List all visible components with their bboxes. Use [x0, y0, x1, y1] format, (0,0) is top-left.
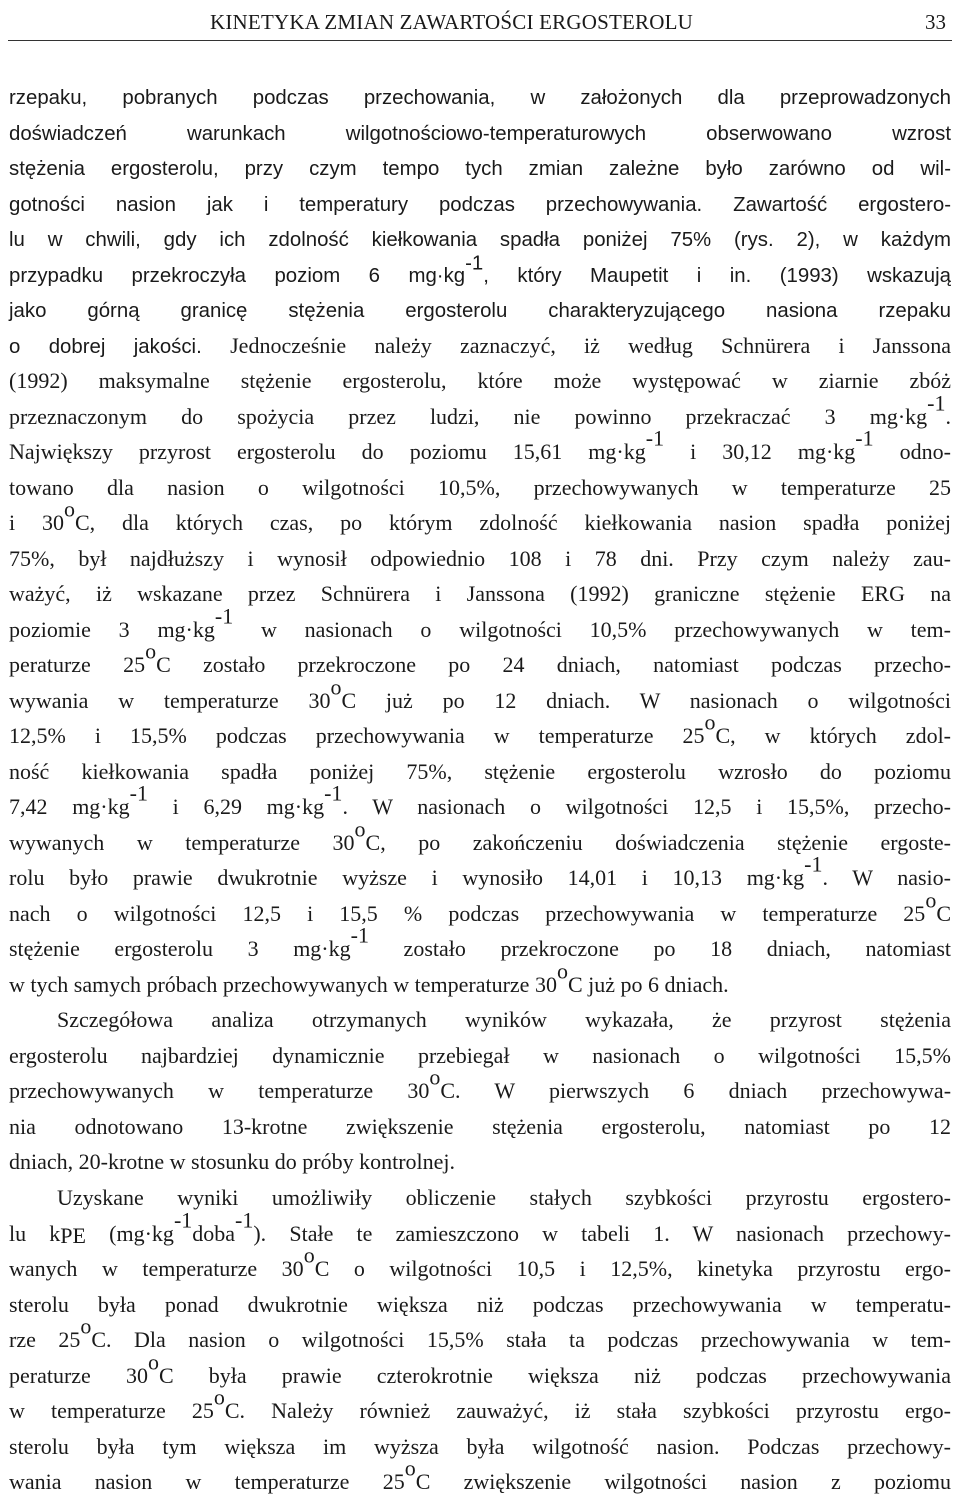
superscript: -1 — [855, 425, 874, 451]
text-segment: lu w chwili, gdy ich zdolność kiełkowania spadła poniżej 75% (rys. 2), w każdym — [9, 229, 951, 252]
text-segment: rze 25 — [9, 1327, 81, 1353]
text-segment: doba — [192, 1220, 236, 1246]
superscript: o — [556, 958, 568, 984]
text-segment: lu k — [9, 1220, 61, 1246]
superscript: o — [704, 709, 716, 735]
text-line — [9, 1348, 951, 1394]
text-segment: odno- — [873, 439, 951, 465]
text-segment: ważyć, iż wskazane przez Schnürera i Janssona (1992) graniczne stężenie ERG na — [9, 581, 951, 607]
text-segment: i 30,12 mg·kg — [664, 439, 856, 465]
text-segment: 75%, był najdłuższy i wynosił odpowiednio 108 i 78 dni. Przy czym należy zau- — [9, 545, 951, 571]
body-text — [9, 79, 951, 1500]
text-line — [9, 541, 951, 577]
superscript: o — [64, 496, 75, 522]
text-line — [9, 1180, 951, 1216]
text-segment: przypadku przekroczyła poziom 6 mg·kg — [9, 264, 466, 287]
text-line — [9, 754, 951, 790]
text-segment: ). Stałe te zamieszczono w tabeli 1. W nasionach przechowy- — [253, 1220, 952, 1246]
text-segment: C. W pierwszych 6 dniach przechowywa- — [440, 1078, 952, 1104]
text-line — [9, 425, 951, 470]
text-segment: C, w których zdol- — [715, 723, 952, 749]
text-segment: towano dla nasion o wilgotności 10,5%, przechowywanych w temperaturze 25 — [9, 474, 951, 500]
text-segment: wanych w temperaturze 30 — [9, 1256, 304, 1282]
text-segment: stężenia ergosterolu, przy czym tempo tych zmian zależne było zarówno od wil- — [9, 158, 951, 181]
text-segment: i 30 — [9, 510, 64, 536]
superscript: o — [147, 1348, 159, 1374]
text-segment: . W nasio- — [822, 865, 951, 891]
text-line — [9, 1287, 951, 1323]
text-line — [9, 674, 952, 719]
text-line — [9, 638, 951, 683]
text-segment: nach o wilgotności 12,5 i 15,5 % podczas przechowywania w temperaturze 25 — [9, 900, 926, 926]
text-line — [9, 251, 951, 293]
text-segment: wania nasion w temperaturze 25 — [9, 1469, 405, 1495]
text-line — [9, 150, 951, 186]
text-segment: o dobrej jakości. — [9, 335, 231, 358]
text-segment: w nasionach o wilgotności 10,5% przechowywanych w tem- — [233, 616, 951, 642]
text-line — [9, 363, 951, 399]
running-header — [8, 6, 952, 41]
text-line — [9, 1455, 952, 1500]
text-line — [9, 958, 951, 1003]
text-line — [9, 1038, 951, 1074]
superscript: o — [213, 1384, 225, 1410]
text-segment: C, po zakończeniu doświadczenia stężenie ergoste- — [365, 829, 951, 855]
text-line — [9, 1109, 951, 1145]
subscript: PE — [60, 1222, 86, 1248]
text-line — [9, 1384, 951, 1429]
text-segment: poziomie 3 mg·kg — [9, 616, 215, 642]
superscript: -1 — [350, 922, 369, 948]
text-line — [9, 780, 951, 825]
text-segment: Szczegółowa analiza otrzymanych wyników wykazała, że przyrost stężenia — [57, 1007, 951, 1033]
text-line — [9, 1206, 952, 1252]
text-segment: wywanych w temperaturze 30 — [9, 829, 355, 855]
text-segment: C, dla których czas, po którym zdolność kiełkowania nasion spadła poniżej — [75, 510, 951, 536]
text-segment: Największy przyrost ergosterolu do poziomu 15,61 mg·kg — [9, 439, 646, 465]
text-line — [9, 470, 951, 506]
text-line — [9, 709, 952, 754]
superscript: -1 — [129, 780, 148, 806]
text-segment: wywania w temperaturze 30 — [9, 687, 331, 713]
superscript: -1 — [173, 1206, 193, 1232]
page-number: 33 — [925, 10, 946, 34]
text-segment: Uzyskane wyniki umożliwiły obliczenie stałych szybkości przyrostu ergostero- — [57, 1184, 951, 1210]
superscript: -1 — [214, 603, 234, 629]
superscript: -1 — [645, 425, 665, 451]
text-line — [9, 576, 951, 612]
text-line — [9, 186, 951, 222]
text-segment: sterolu była ponad dwukrotnie większa niż podczas przechowywania w temperatu- — [9, 1291, 951, 1317]
text-segment: peraturze 30 — [9, 1362, 148, 1388]
text-line — [9, 496, 951, 541]
text-segment: C była prawie czterokrotnie większa niż podczas przechowywania — [158, 1362, 951, 1388]
text-line — [9, 390, 951, 435]
superscript: o — [303, 1242, 315, 1268]
text-segment: nia odnotowano 13-krotne zwiększenie stężenia ergosterolu, natomiast po 12 — [9, 1113, 951, 1139]
text-segment: 7,42 mg·kg — [9, 794, 130, 820]
text-segment: rzepaku, pobranych podczas przechowania, w założonych dla przeprowadzonych — [9, 87, 951, 109]
text-segment: Jednocześnie należy zaznaczyć, iż według Schnürera i Janssona — [230, 332, 952, 358]
text-segment: w tych samych próbach przechowywanych w temperaturze 30 — [9, 971, 557, 997]
text-line — [9, 851, 951, 896]
text-segment: C już po 6 dniach. — [567, 971, 729, 997]
text-segment: sterolu była tym większa im wyższa była wilgotność nasion. Podczas przechowy- — [9, 1433, 951, 1459]
text-segment: peraturze 25 — [9, 652, 146, 678]
superscript: -1 — [465, 251, 484, 274]
text-line — [9, 328, 951, 364]
text-segment: C o wilgotności 10,5 i 12,5%, kinetyka przyrostu ergo- — [314, 1256, 951, 1282]
text-segment: C. Należy również zauważyć, iż stała szybkości przyrostu ergo- — [224, 1398, 951, 1424]
text-line — [9, 115, 951, 151]
text-segment: (mg·kg — [85, 1220, 174, 1246]
text-segment: , który Maupetit i in. (1993) wskazują — [483, 264, 951, 287]
text-segment: C zostało przekroczone po 24 dniach, natomiast podczas przecho- — [156, 652, 951, 678]
running-title: KINETYKA ZMIAN ZAWARTOŚCI ERGOSTEROLU — [210, 10, 693, 34]
text-line — [9, 1242, 951, 1287]
text-line — [9, 1002, 951, 1038]
superscript: o — [80, 1313, 92, 1339]
text-segment: 12,5% i 15,5% podczas przechowywania w temperaturze 25 — [9, 723, 705, 749]
text-line — [9, 292, 951, 328]
superscript: -1 — [324, 780, 343, 806]
text-segment: i 6,29 mg·kg — [147, 794, 325, 820]
text-segment: C — [936, 900, 951, 926]
text-line — [9, 922, 951, 967]
text-line — [9, 1429, 951, 1465]
superscript: o — [429, 1064, 441, 1090]
text-segment: w temperaturze 25 — [9, 1398, 214, 1424]
text-segment: . W nasionach o wilgotności 12,5 i 15,5%, przecho- — [342, 794, 951, 820]
text-segment: dniach, 20-krotne w stosunku do próby kontrolnej. — [9, 1149, 456, 1175]
text-segment: ność kiełkowania spadła poniżej 75%, stężenie ergosterolu wzrosło do poziomu — [9, 758, 951, 784]
text-segment: doświadczeń warunkach wilgotnościowo-temperaturowych obserwowano wzrost — [9, 122, 951, 145]
superscript: o — [330, 674, 342, 700]
text-segment: ergosterolu najbardziej dynamicznie przebiegał w nasionach o wilgotności 15,5% — [9, 1042, 951, 1068]
text-segment: zostało przekroczone po 18 dniach, natomiast — [368, 936, 951, 962]
text-segment: C zwiększenie wilgotności nasion z poziomu — [415, 1469, 952, 1495]
superscript: o — [145, 638, 157, 664]
superscript: -1 — [927, 390, 946, 416]
superscript: o — [925, 887, 937, 913]
text-line — [9, 1144, 951, 1180]
text-segment: . — [945, 403, 951, 429]
text-line — [9, 79, 951, 115]
text-line — [9, 1064, 952, 1109]
text-segment: rolu było prawie dwukrotnie wyższe i wynosiło 14,01 i 10,13 mg·kg — [9, 865, 805, 891]
text-segment: C już po 12 dniach. W nasionach o wilgotności — [341, 687, 952, 713]
text-line — [9, 887, 951, 932]
text-segment: (1992) maksymalne stężenie ergosterolu, które może występować w ziarnie zbóż — [9, 368, 951, 394]
superscript: o — [354, 816, 366, 842]
text-segment: stężenie ergosterolu 3 mg·kg — [9, 936, 351, 962]
text-segment: C. Dla nasion o wilgotności 15,5% stała ta podczas przechowywania w tem- — [91, 1327, 951, 1353]
text-segment: jako górną granicę stężenia ergosterolu charakteryzującego nasiona rzepaku — [9, 300, 951, 323]
superscript: -1 — [235, 1206, 254, 1232]
superscript: o — [404, 1455, 416, 1481]
superscript: -1 — [804, 851, 823, 877]
text-segment: przechowywanych w temperaturze 30 — [9, 1078, 430, 1104]
text-segment: gotności nasion jak i temperatury podczas przechowywania. Zawartość ergostero- — [9, 193, 951, 216]
text-segment: przeznaczonym do spożycia przez ludzi, nie powinno przekraczać 3 mg·kg — [9, 403, 928, 429]
